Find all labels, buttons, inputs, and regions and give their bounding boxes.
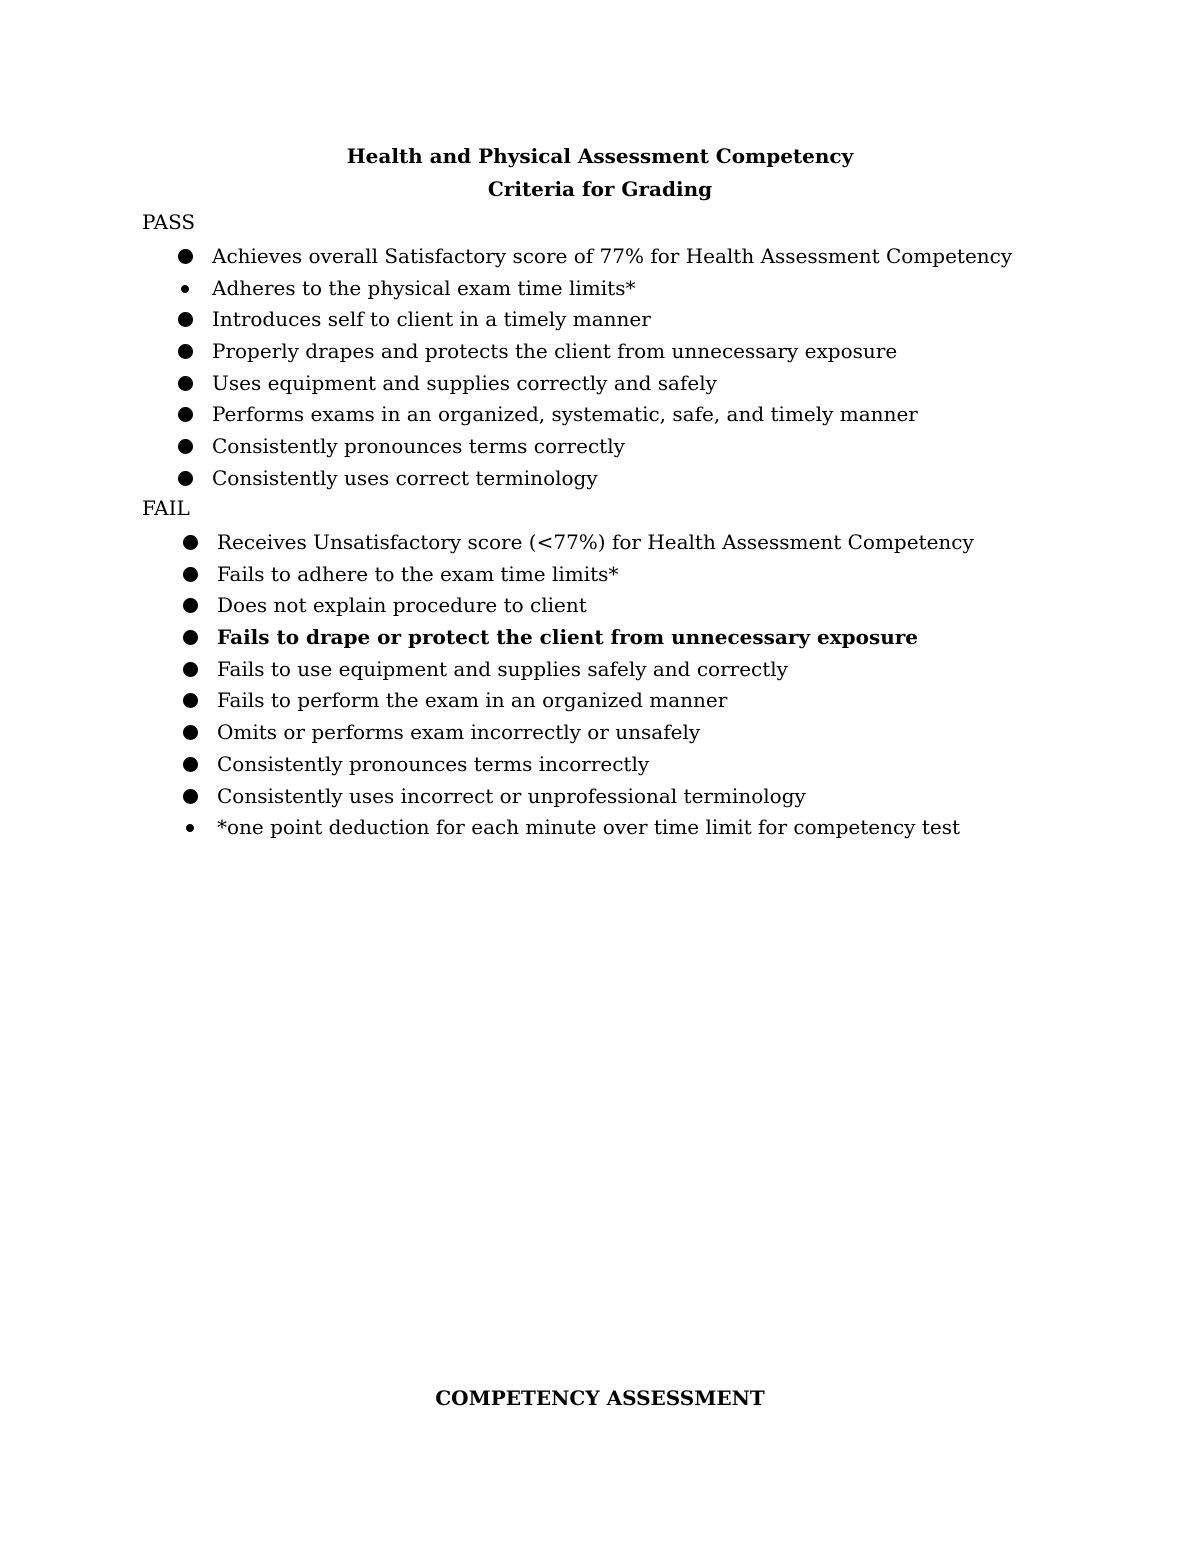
bullet-icon	[183, 789, 198, 804]
bullet-icon	[183, 662, 198, 677]
document-title: Health and Physical Assessment Competency	[346, 144, 854, 168]
pass-criterion-text: Performs exams in an organized, systematic, safe, and timely manner	[212, 402, 918, 427]
bullet-icon	[183, 598, 198, 613]
fail-criterion-text: Fails to use equipment and supplies safely and correctly	[217, 656, 788, 681]
pass-criterion-text: Introduces self to client in a timely manner	[212, 307, 651, 332]
fail-criterion	[183, 686, 974, 718]
fail-criterion	[183, 528, 974, 560]
pass-criterion-text: Achieves overall Satisfactory score of 77% for Health Assessment Competency	[212, 244, 1013, 268]
pass-criterion-text: Consistently pronounces terms correctly	[212, 434, 625, 459]
bullet-icon	[178, 376, 193, 391]
bullet-icon	[178, 344, 193, 359]
pass-criterion	[178, 274, 1012, 306]
bullet-icon	[178, 439, 193, 454]
fail-criterion-text: Consistently pronounces terms incorrectly	[217, 751, 650, 776]
fail-criterion-text: Fails to perform the exam in an organized manner	[217, 688, 728, 713]
pass-criterion-text: Adheres to the physical exam time limits*	[212, 275, 636, 300]
bullet-icon	[183, 725, 198, 740]
fail-criterion-text: Omits or performs exam incorrectly or unsafely	[217, 720, 701, 745]
pass-criterion-text: Properly drapes and protects the client from unnecessary exposure	[212, 339, 898, 364]
fail-criterion-text: Consistently uses incorrect or unprofessional terminology	[217, 783, 806, 808]
bullet-icon	[181, 285, 189, 293]
fail-criterion	[183, 813, 974, 845]
bullet-icon	[186, 824, 194, 832]
fail-criterion	[183, 655, 974, 687]
fail-criterion-text: *one point deduction for each minute over time limit for competency test	[217, 815, 961, 840]
fail-criterion-text: Receives Unsatisfactory score (<77%) for Health Assessment Competency	[217, 530, 974, 554]
bullet-icon	[183, 693, 198, 708]
fail-heading: FAIL	[142, 496, 190, 520]
pass-heading: PASS	[142, 210, 196, 234]
bullet-icon	[183, 757, 198, 772]
pass-criterion-text: Consistently uses correct terminology	[212, 465, 598, 490]
fail-criterion	[183, 623, 974, 655]
bullet-icon	[178, 407, 193, 422]
fail-criteria-list	[183, 528, 974, 845]
fail-criterion	[183, 560, 974, 592]
pass-criterion	[178, 400, 1012, 432]
pass-criterion	[178, 305, 1012, 337]
bullet-icon	[178, 312, 193, 327]
pass-criterion	[178, 464, 1012, 496]
pass-criterion	[178, 337, 1012, 369]
fail-criterion	[183, 750, 974, 782]
fail-criterion-text: Fails to adhere to the exam time limits*	[217, 561, 619, 586]
pass-criterion	[178, 432, 1012, 464]
pass-criteria-list	[178, 242, 1012, 496]
fail-criterion-text: Does not explain procedure to client	[217, 593, 587, 618]
competency-assessment-heading: COMPETENCY ASSESSMENT	[435, 1386, 765, 1410]
fail-criterion-text: Fails to drape or protect the client from unnecessary exposure	[217, 625, 919, 650]
pass-criterion-text: Uses equipment and supplies correctly and safely	[212, 370, 717, 395]
bullet-icon	[183, 630, 198, 645]
bullet-icon	[183, 535, 198, 550]
pass-criterion	[178, 369, 1012, 401]
bullet-icon	[178, 471, 193, 486]
pass-criterion	[178, 242, 1012, 274]
fail-criterion	[183, 782, 974, 814]
fail-criterion	[183, 591, 974, 623]
bullet-icon	[178, 249, 193, 264]
fail-criterion	[183, 718, 974, 750]
document-subtitle: Criteria for Grading	[487, 177, 713, 201]
bullet-icon	[183, 567, 198, 582]
